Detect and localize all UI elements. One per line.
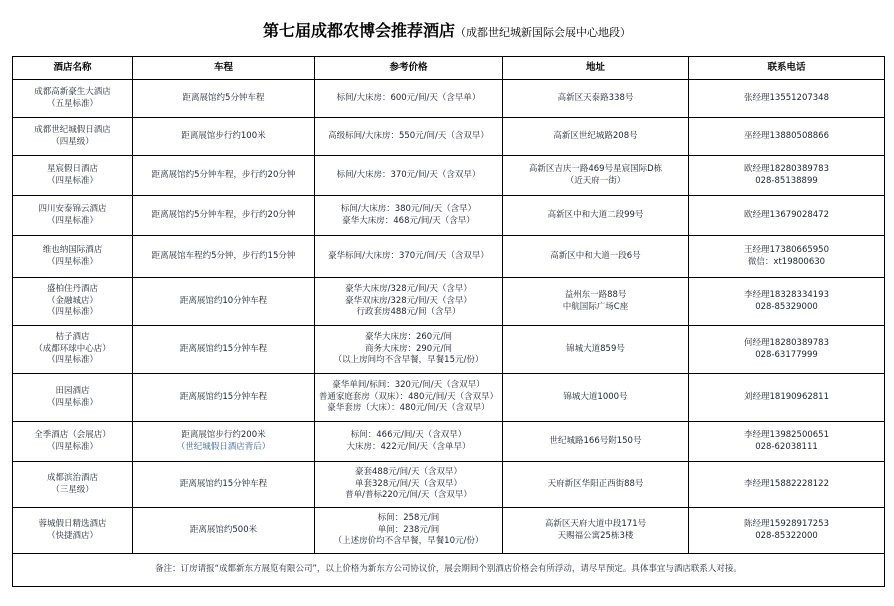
price-line: 标间/大床房：370元/间/天（含双早） — [336, 169, 481, 180]
price-line: 标间：258元/间 — [377, 513, 440, 524]
phone-line: 028-62038111 — [755, 441, 818, 452]
phone-cell — [689, 236, 885, 278]
hotel-name-cell — [13, 156, 133, 196]
hotel-name-line: 成都高新豪生大酒店 — [34, 87, 111, 97]
header-hotel-name: 酒店名称 — [13, 57, 133, 80]
price-line: （上述房价均不含早餐，早餐10元/份） — [333, 536, 484, 547]
phone-line: 028-85322000 — [755, 530, 818, 541]
hotel-name-cell — [13, 80, 133, 118]
price-cell — [315, 118, 503, 156]
address-cell — [503, 374, 689, 422]
distance-line: 距离展馆约10分钟车程 — [179, 295, 268, 306]
hotel-name-line: 全季酒店（会展店） — [34, 430, 111, 440]
hotel-name-cell — [13, 236, 133, 278]
hotel-name-line: 维也纳国际酒店 — [42, 245, 103, 255]
phone-line: 李经理13982500651 — [744, 430, 829, 440]
distance-cell — [133, 422, 315, 462]
phone-line: 刘经理18190962811 — [744, 391, 829, 402]
hotel-name-line: （四星标准） — [46, 441, 98, 452]
table-body — [13, 80, 885, 554]
header-address: 地址 — [503, 57, 689, 80]
price-line: （以上房间均不含早餐，早餐15元/份） — [333, 355, 484, 366]
hotel-name-cell — [13, 462, 133, 508]
phone-line: 巫经理13880508866 — [744, 130, 829, 141]
price-line: 单间：238元/间 — [377, 524, 440, 535]
address-cell — [503, 236, 689, 278]
price-line: 豪华标间/大床房：370元/间/天（含双早） — [328, 250, 489, 261]
price-line: 豪华大床房：260元/间 — [364, 332, 453, 343]
price-cell — [315, 196, 503, 236]
price-cell — [315, 422, 503, 462]
address-cell — [503, 278, 689, 326]
phone-cell — [689, 278, 885, 326]
distance-line: 距离展馆约15分钟车程 — [179, 478, 268, 489]
phone-line: 028-85138899 — [755, 175, 818, 186]
hotel-name-line: 桔子酒店 — [55, 332, 90, 343]
distance-line: 距离展馆约5分钟车程，步行约20分钟 — [151, 169, 296, 180]
distance-cell — [133, 236, 315, 278]
address-cell — [503, 118, 689, 156]
distance-line: 距离展馆约5分钟车程，步行约20分钟 — [151, 209, 296, 220]
document-title — [0, 18, 894, 41]
hotel-name-line: （四星标准） — [46, 397, 98, 408]
table-row — [13, 462, 885, 508]
address-line: 锦城大道859号 — [566, 343, 625, 354]
table-row — [13, 80, 885, 118]
hotel-name-line: （成都环球中心店） — [34, 343, 111, 354]
hotel-name-line: 四川安泰锦云酒店 — [38, 204, 107, 214]
address-line: 益州东一路88号 — [564, 290, 627, 300]
distance-cell — [133, 462, 315, 508]
hotel-name-line: 星宸假日酒店 — [46, 164, 98, 174]
address-cell — [503, 422, 689, 462]
distance-line: 距离展馆约500米 — [189, 524, 258, 535]
address-cell — [503, 462, 689, 508]
price-cell — [315, 278, 503, 326]
hotel-name-cell — [13, 508, 133, 554]
hotel-name-cell — [13, 374, 133, 422]
phone-line: 欧经理18280389783 — [744, 164, 829, 174]
table-row — [13, 508, 885, 554]
address-cell — [503, 508, 689, 554]
phone-line: 张经理13551207348 — [744, 92, 829, 103]
phone-cell — [689, 156, 885, 196]
hotel-name-cell — [13, 118, 133, 156]
table-header — [13, 57, 885, 80]
phone-line: 王经理17380665950 — [744, 245, 829, 255]
table-row — [13, 326, 885, 374]
phone-line: 何经理18280389783 — [744, 338, 829, 348]
distance-line: （世纪城假日酒店背后） — [176, 441, 271, 452]
hotel-name-line: （四星标准） — [46, 355, 98, 366]
hotel-name-cell — [13, 326, 133, 374]
phone-cell — [689, 374, 885, 422]
price-line: 大床房：422元/间/天（含单早） — [346, 441, 471, 452]
price-line: 豪华双床房/328元/间/天（含早） — [345, 295, 472, 306]
distance-cell — [133, 326, 315, 374]
phone-cell — [689, 508, 885, 554]
phone-cell — [689, 118, 885, 156]
hotel-name-line: 成都滨治酒店 — [46, 473, 98, 483]
price-line: 豪华套房（大床）：480元/间/天（含双早） — [327, 403, 490, 414]
price-cell — [315, 80, 503, 118]
price-cell — [315, 326, 503, 374]
phone-line: 微信：xt19800630 — [747, 256, 826, 267]
price-line: 标间/大床房：600元/间/天（含早单） — [336, 92, 481, 103]
hotel-name-line: （四星标准） — [46, 307, 98, 318]
price-line: 普通家庭套房（双床）：480元/间/天（含双早） — [318, 391, 499, 402]
phone-line: 028-63177999 — [755, 349, 818, 360]
phone-line: 欧经理13679028472 — [744, 209, 829, 220]
distance-cell — [133, 508, 315, 554]
address-line: 天赐福公寓25栋3楼 — [557, 530, 634, 541]
distance-line: 距离展馆车程约5分钟，步行约15分钟 — [151, 250, 296, 261]
price-line: 单套328元/间/天（含双早） — [355, 478, 462, 489]
hotel-name-cell — [13, 278, 133, 326]
header-row — [13, 57, 885, 80]
hotel-name-line: 田园酒店 — [55, 386, 90, 396]
address-line: 高新区天府大道中段171号 — [544, 519, 647, 529]
distance-cell — [133, 278, 315, 326]
distance-line: 距离展馆约15分钟车程 — [179, 343, 268, 354]
hotel-name-cell — [13, 196, 133, 236]
header-distance: 车程 — [133, 57, 315, 80]
address-cell — [503, 156, 689, 196]
price-line: 豪华大床房：468元/间/天（含早） — [342, 215, 475, 226]
table-row — [13, 196, 885, 236]
hotel-name-line: （四星级） — [51, 136, 94, 147]
table-row — [13, 156, 885, 196]
distance-cell — [133, 118, 315, 156]
phone-cell — [689, 422, 885, 462]
address-cell — [503, 326, 689, 374]
phone-line: 李经理15882228122 — [744, 478, 829, 489]
title-main: 第七届成都农博会推荐酒店 — [262, 21, 455, 40]
distance-line: 距离展馆约15分钟车程 — [179, 391, 268, 402]
hotel-name-line: （金融城店） — [46, 295, 98, 306]
address-line: 天府新区华阳正西街88号 — [547, 478, 644, 489]
hotel-name-line: （四星标准） — [46, 175, 98, 186]
distance-cell — [133, 374, 315, 422]
address-line: 锦城大道1000号 — [563, 391, 628, 402]
title-subtitle: （成都世纪城新国际会展中心地段） — [455, 26, 631, 39]
hotel-name-line: 成都世纪城假日酒店 — [34, 125, 111, 135]
table-row — [13, 374, 885, 422]
header-phone: 联系电话 — [689, 57, 885, 80]
hotel-name-line: 盛柏住丹酒店 — [46, 284, 98, 295]
price-cell — [315, 508, 503, 554]
distance-cell — [133, 80, 315, 118]
phone-cell — [689, 462, 885, 508]
phone-cell — [689, 196, 885, 236]
address-line: 高新区吉庆一路469号星宸国际D栋 — [528, 164, 663, 174]
hotel-name-line: 蓉城假日精选酒店 — [38, 519, 107, 529]
hotel-name-line: （四星标准） — [46, 215, 98, 226]
hotel-name-line: （三星级） — [51, 484, 94, 495]
hotel-name-line: （五星标准） — [46, 98, 98, 109]
address-line: 中航国际广场C座 — [562, 301, 629, 312]
phone-line: 028-85329000 — [755, 301, 818, 312]
price-line: 高级标间/大床房：550元/间/天（含双早） — [328, 130, 489, 141]
address-line: （近天府一街） — [565, 175, 626, 186]
price-cell — [315, 236, 503, 278]
table-row — [13, 278, 885, 326]
hotel-name-cell — [13, 422, 133, 462]
address-line: 高新区中和大道一段6号 — [550, 250, 641, 261]
price-line: 豪华大床房/328元/间/天（含早） — [345, 284, 472, 295]
price-line: 豪华单间/标间：320元/间/天（含双早） — [332, 380, 485, 391]
header-price: 参考价格 — [315, 57, 503, 80]
price-line: 标间：466元/间/天（含双早） — [350, 430, 467, 440]
price-line: 标间/大床房：380元/间/天（含早） — [340, 204, 477, 214]
price-line: 普单/普标220元/间/天（含双早） — [345, 490, 472, 501]
address-cell — [503, 80, 689, 118]
distance-line: 距离展馆步行约100米 — [181, 130, 266, 141]
address-line: 世纪城路166号附150号 — [549, 435, 642, 446]
hotel-name-line: （快捷酒店） — [46, 530, 98, 541]
address-line: 高新区世纪城路208号 — [553, 130, 638, 141]
address-line: 高新区天泰路338号 — [557, 92, 634, 103]
price-cell — [315, 156, 503, 196]
note-text: 备注：订房请报“成都新东方展览有限公司”，以上价格为新东方公司协议价，展会期间个别酒店价格会有所浮动，请尽早预定。具体事宜与酒店联系人对接。 — [13, 554, 885, 587]
hotel-name-line: （四星标准） — [46, 256, 98, 267]
note-row — [13, 554, 885, 587]
distance-line: 距离展馆步行约200米 — [181, 430, 266, 440]
hotel-table — [12, 56, 885, 587]
phone-line: 陈经理15928917253 — [744, 519, 829, 529]
table-row — [13, 422, 885, 462]
distance-cell — [133, 156, 315, 196]
phone-cell — [689, 80, 885, 118]
phone-line: 李经理18328334193 — [744, 290, 829, 300]
address-cell — [503, 196, 689, 236]
table-row — [13, 236, 885, 278]
address-line: 高新区中和大道二段99号 — [547, 209, 644, 220]
table-row — [13, 118, 885, 156]
price-line: 商务大床房：290元/间 — [364, 343, 453, 354]
price-line: 豪套488元/间/天（含双早） — [355, 467, 462, 478]
price-cell — [315, 462, 503, 508]
phone-cell — [689, 326, 885, 374]
price-line: 行政套房488元/间（含早） — [356, 307, 461, 318]
price-cell — [315, 374, 503, 422]
distance-line: 距离展馆约5分钟车程 — [182, 92, 265, 103]
distance-cell — [133, 196, 315, 236]
